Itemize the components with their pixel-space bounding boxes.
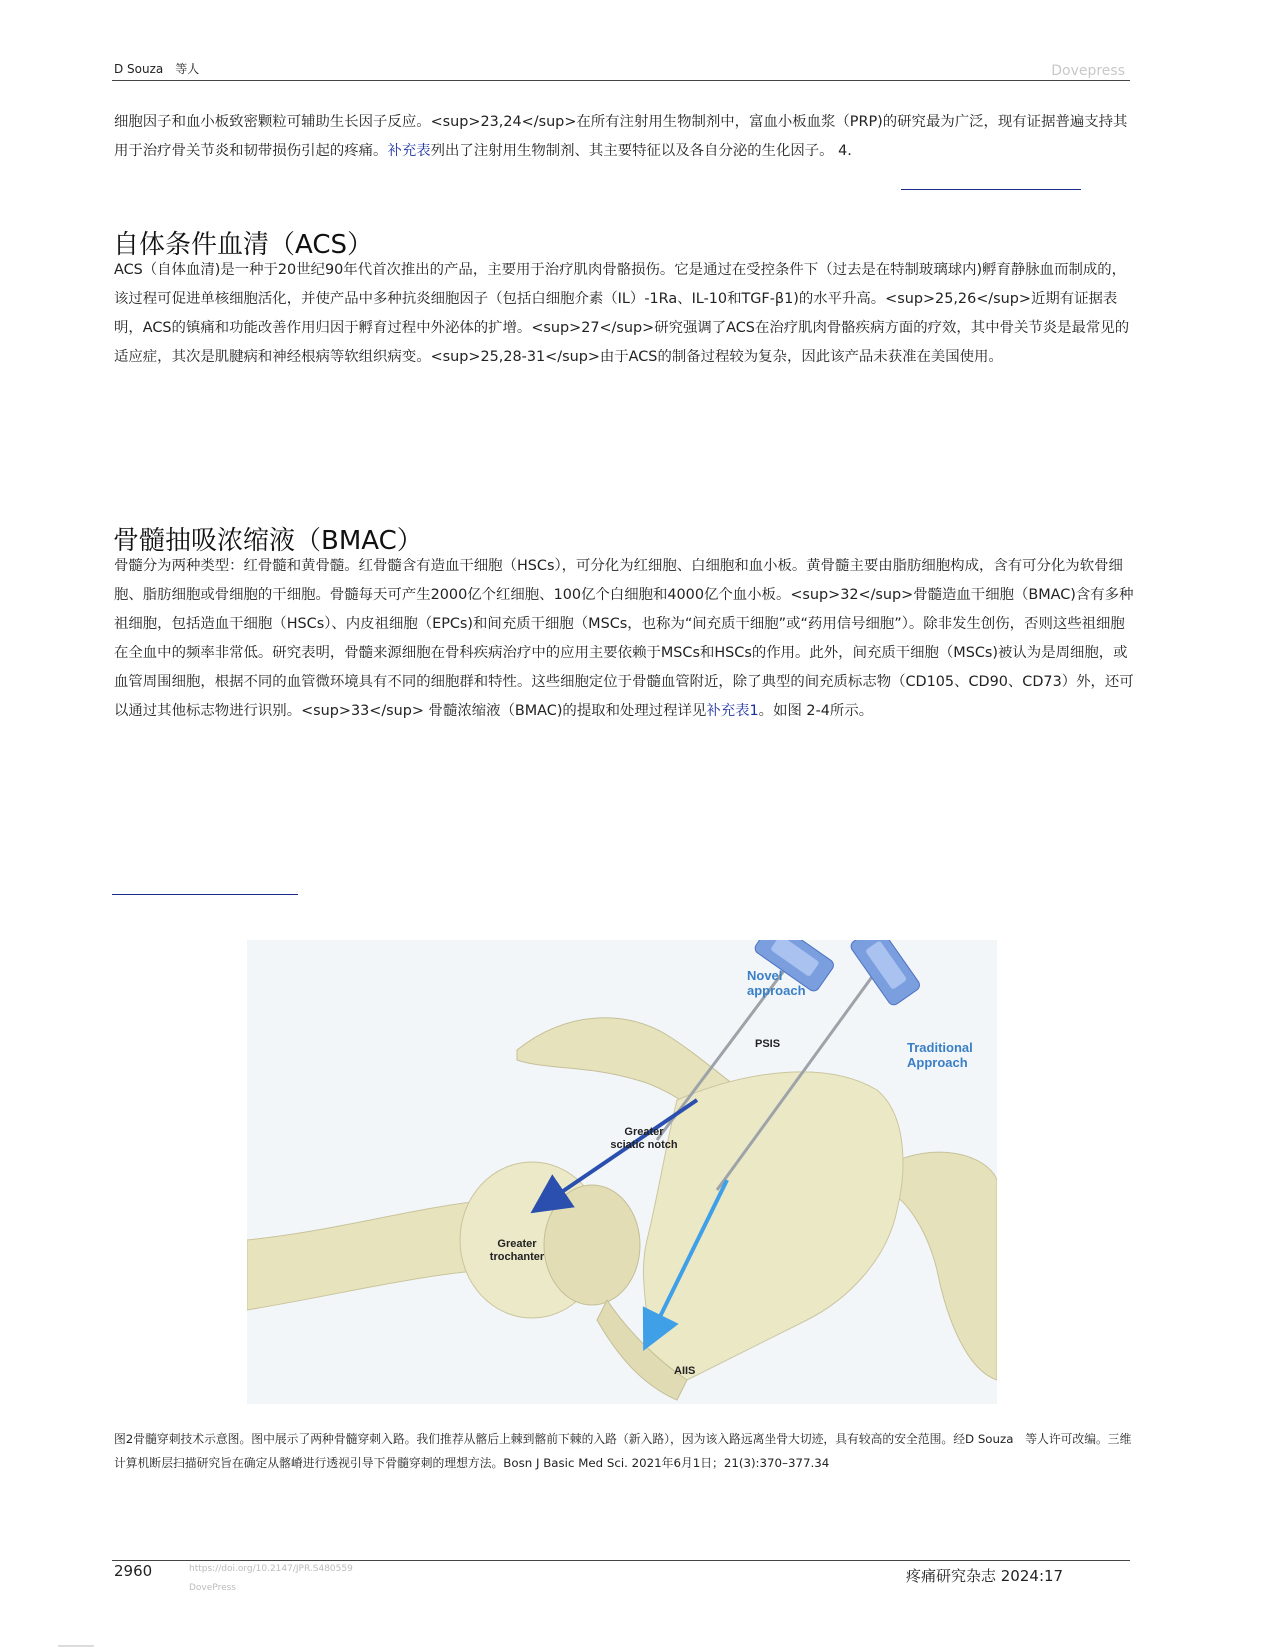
label-greater-sciatic-notch: Greater sciatic notch xyxy=(610,1126,678,1151)
figure-caption: 图2骨髓穿刺技术示意图。图中展示了两种骨髓穿刺入路。我们推荐从髂后上棘到髂前下棘的入路（新入路），因为该入路远离坐骨大切迹，具有较高的安全范围。经D Souza 等人许可改编。三维计算机断层扫描研究旨在确定从髂嵴进行透视引导下骨髓穿刺的理想方法。Bosn J Basic Med Sci. 2021年6月1日；21(3):370–377.34 xyxy=(114,1432,1132,1470)
running-head-brand: Dovepress xyxy=(1051,63,1125,79)
intro-text-tail: 列出了注射用生物制剂、其主要特征以及各自分泌的生化因子。 4. xyxy=(430,143,852,159)
pelvis-bone-drawing xyxy=(247,1018,997,1400)
ilium-shape xyxy=(643,1072,903,1386)
femur-shaft-shape xyxy=(247,1202,487,1310)
bmac-text-tail: 。如图 2-4所示。 xyxy=(758,703,874,719)
running-head-author: D Souza 等人 xyxy=(114,62,200,76)
footer-brand: DovePress xyxy=(189,1583,236,1593)
supplementary-table-1-link[interactable]: 补充表1 xyxy=(706,703,759,719)
acs-heading: 自体条件血清（ACS） xyxy=(113,230,373,260)
bone-marrow-aspiration-figure xyxy=(247,940,997,1404)
supplementary-table-link[interactable]: 补充表 xyxy=(387,143,431,159)
header-rule xyxy=(112,80,1130,81)
label-greater-trochanter: Greater trochanter xyxy=(489,1238,545,1263)
intro-text: 细胞因子和血小板致密颗粒可辅助生长因子反应。<sup>23,24</sup>在所有注射用生物制剂中，富血小板血浆（PRP)的研究最为广泛，现有证据普遍支持其用于治疗骨关节炎和韧带损伤引起的疼痛。 xyxy=(114,114,1128,159)
acs-paragraph: ACS（自体血清)是一种于20世纪90年代首次推出的产品，主要用于治疗肌肉骨骼损伤。它是通过在受控条件下（过去是在特制玻璃球内)孵育静脉血而制成的，该过程可促进单核细胞活化，并使产品中多种抗炎细胞因子（包括白细胞介素（IL）-1Ra、IL-10和TGF-β1)的水平升高。<sup>25,26</sup>近期有证据表明，ACS的镇痛和功能改善作用归因于孵育过程中外泌体的扩增。<sup>27</sup>研究强调了ACS在治疗肌肉骨骼疾病方面的疗效，其中骨关节炎是最常见的适应症，其次是肌腱病和神经根病等软组织病变。<sup>25,28-31</sup>由于ACS的制备过程较为复杂，因此该产品未获准在美国使用。 xyxy=(114,262,1130,365)
doi-link[interactable]: https://doi.org/10.2147/JPR.S480559 xyxy=(189,1564,353,1574)
footer-rule xyxy=(112,1560,1130,1561)
section-divider-rule xyxy=(112,894,298,895)
bmac-heading: 骨髓抽吸浓缩液（BMAC） xyxy=(113,526,423,556)
traditional-device-handle xyxy=(849,940,922,1007)
sacrum-shape xyxy=(887,1152,997,1380)
journal-citation: 疼痛研究杂志 2024:17 xyxy=(906,1567,1064,1585)
label-traditional-approach: Traditional Approach xyxy=(907,1040,973,1070)
label-novel-approach: Novel approach xyxy=(747,968,806,998)
section-divider-rule xyxy=(901,189,1081,190)
page-mark xyxy=(58,1645,94,1647)
bmac-paragraph xyxy=(114,552,1134,726)
femoral-head-shape xyxy=(544,1185,640,1305)
page-number: 2960 xyxy=(114,1562,153,1580)
label-aiis: AIIS xyxy=(674,1365,696,1377)
label-psis: PSIS xyxy=(755,1038,781,1050)
intro-paragraph xyxy=(114,108,1134,166)
bmac-text: 骨髓分为两种类型：红骨髓和黄骨髓。红骨髓含有造血干细胞（HSCs），可分化为红细胞、白细胞和血小板。黄骨髓主要由脂肪细胞构成，含有可分化为软骨细胞、脂肪细胞或骨细胞的干细胞。骨髓每天可产生2000亿个红细胞、100亿个白细胞和4000亿个血小板。<sup>32</sup>骨髓造血干细胞（BMAC)含有多种祖细胞，包括造血干细胞（HSCs）、内皮祖细胞（EPCs)和间充质干细胞（MSCs，也称为“间充质干细胞”或“药用信号细胞”）。除非发生创伤，否则这些祖细胞在全血中的频率非常低。研究表明，骨髓来源细胞在骨科疾病治疗中的应用主要依赖于MSCs和HSCs的作用。此外，间充质干细胞（MSCs)被认为是周细胞，或血管周围细胞，根据不同的血管微环境具有不同的细胞群和特性。这些细胞定位于骨髓血管附近，除了典型的间充质标志物（CD105、CD90、CD73）外，还可以通过其他标志物进行识别。<sup>33</sup> 骨髓浓缩液（BMAC)的提取和处理过程详见 xyxy=(114,558,1134,719)
pelvis-illustration xyxy=(247,940,997,1404)
